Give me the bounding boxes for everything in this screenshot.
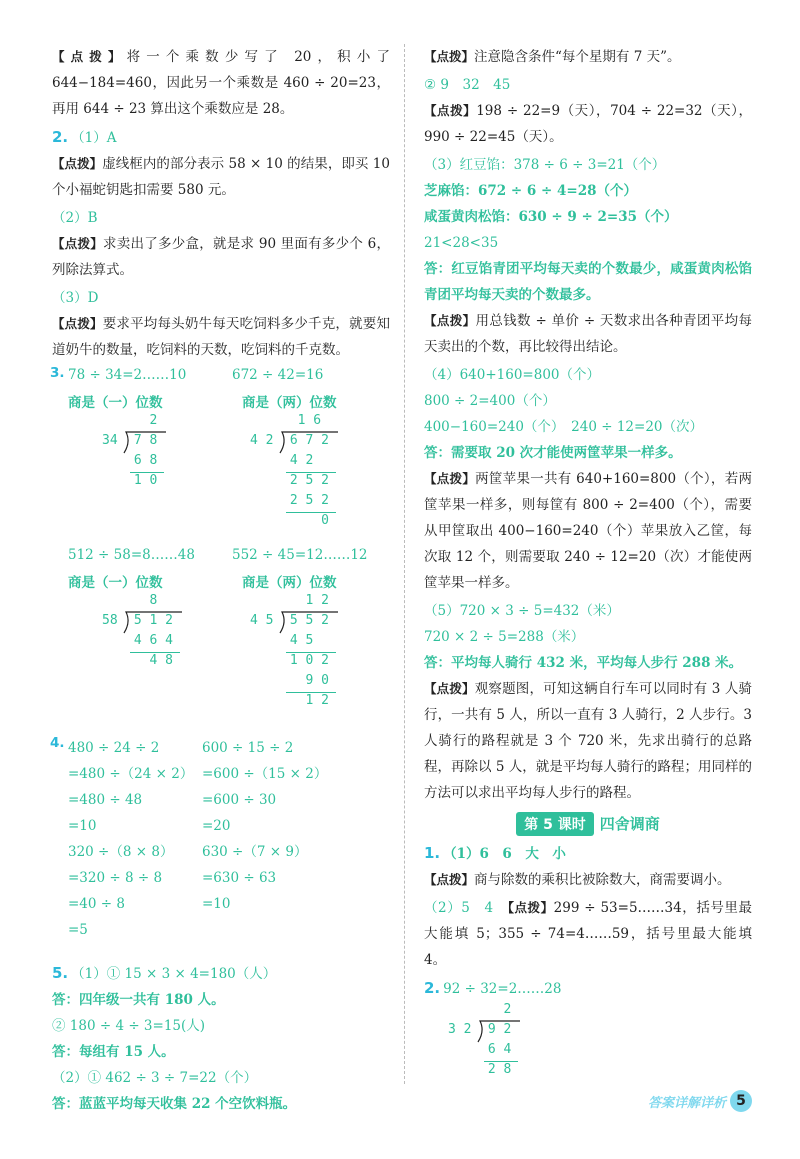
tip-paragraph: 【点拨】求卖出了多少盒，就是求 90 里面有多少个 6，列除法算式。 xyxy=(52,236,390,278)
tip-label: 【点拨】 xyxy=(52,49,127,64)
divisor: 3 2 xyxy=(448,1022,472,1037)
lesson-header xyxy=(424,812,752,836)
tip-paragraph: 【点拨】注意隐含条件“每个星期有 7 天”。 xyxy=(424,49,681,65)
page-number: 5 xyxy=(730,1090,752,1112)
calc-steps xyxy=(202,839,307,917)
answer-statement: 答：红豆馅青团平均每天卖的个数最少，咸蛋黄肉松馅青团平均每天卖的个数最多。 xyxy=(424,261,752,303)
calc-step: =10 xyxy=(202,896,231,912)
answer: （1）A xyxy=(71,130,117,146)
question-3 xyxy=(52,365,390,735)
calc-step: 320 ÷（8 × 8） xyxy=(68,844,174,860)
quotient: 1 6 xyxy=(282,413,322,428)
tip-paragraph: 【点拨】用总钱数 ÷ 单价 ÷ 天数求出各种青团平均每天卖出的个数，再比较得出结论。 xyxy=(424,313,752,355)
calc-step: 600 ÷ 15 ÷ 2 xyxy=(202,740,294,756)
calc-step: =10 xyxy=(68,818,97,834)
dividend: 5 1 2 xyxy=(126,613,173,628)
calc-step: =40 ÷ 8 xyxy=(68,896,125,912)
tip-paragraph: 【点拨】虚线框内的部分表示 58 × 10 的结果，即买 10 个小福蛇钥匙扣需要 580 元。 xyxy=(52,156,390,198)
division-step: 6 4 xyxy=(480,1042,512,1057)
division-step: 4 8 xyxy=(126,653,173,668)
right-column: 【点拨】注意隐含条件“每个星期有 7 天”。 ② 9 32 45 【点拨】198 ÷ 22=9（天），704 ÷ 22=32（天），990 ÷ 22=45（天）。 （3）红豆馅：378 ÷ 6 ÷ 3=21（个） 芝麻馅：672 ÷ 6 ÷ 4=28（个） 咸蛋黄肉松馅：630 ÷ 9 ÷ 2=35（个） 21<28<35 答：红豆馅青团平均每天卖的个数最少，咸蛋黄肉松馅青团平均每天卖的个数最多。 【点拨】用总钱数 ÷ 单价 ÷ 天数求出各种青团平均每天卖出的个数，再比较得出结论。 （4）640+160=800（个） 800 ÷ 2=400（个） 400−160=240（个） 240 ÷ 12=20（次） 答：需要取 20 次才能使两筐苹果一样多。 【点拨】两筐苹果一共有 640+160=800（个），若两筐苹果一样多，则每筐有 800 ÷ 2=400（个），需要从甲筐取出 400−160=240（个）苹果放入乙筐，每次取 12 个，则需要取 240 ÷ 12=20（次）才能使两筐苹果一样多。 （5）720 × 3 ÷ 5=432（米） 720 × 2 ÷ 5=288（米） 答：平均每人骑行 432 米，平均每人步行 288 米。 【点拨】观察题图，可知这辆自行车可以同时有 3 人骑行，一共有 5 人，所以一直有 3 人骑行，2 人步行。3 人骑行的路程就是 3 个 720 米，先求出骑行的总路程，再除以 5 人，就是平均每人骑行的路程；用同样的方法可以求出平均每人步行的路程。 第 5 课时 四舍调商 1. （1）6 6 大 小 【点拨】商与除数的乘积比被除数大，商需要调小。 （2）5 4 【点拨】299 ÷ 53=5……34，括号里最大能填 5；355 ÷ 74=4……59，括号里最大能填 4。 2. 92 ÷ 32=2……28 2 3 2 9 2 6 4 2 8 xyxy=(424,44,752,1086)
quotient-digits-note: 商是（一）位数 xyxy=(68,575,163,591)
dividend: 9 2 xyxy=(480,1022,512,1037)
division-step: 1 0 xyxy=(126,473,158,488)
answer: （2）B xyxy=(52,210,98,226)
dividend: 6 7 2 xyxy=(282,433,329,448)
tip-paragraph: （2）5 4 【点拨】299 ÷ 53=5……34，括号里最大能填 5；355 ÷ 74=4……59，括号里最大能填 4。 xyxy=(424,900,752,968)
division-step: 2 8 xyxy=(480,1062,512,1077)
quotient-digits-note: 商是（两）位数 xyxy=(242,575,337,591)
equation: 552 ÷ 45=12……12 xyxy=(232,547,368,563)
calc-step: 630 ÷（7 × 9） xyxy=(202,844,308,860)
calc-step: =480 ÷（24 × 2） xyxy=(68,766,194,782)
tip-paragraph: 【点拨】观察题图，可知这辆自行车可以同时有 3 人骑行，一共有 5 人，所以一直有 3 人骑行，2 人步行。3 人骑行的路程就是 3 个 720 米，先求出骑行的总路程，再除以 5 人，就是平均每人骑行的路程；用同样的方法可以求出平均每人步行的路程。 xyxy=(424,681,752,801)
question-number: 3. xyxy=(50,365,65,381)
dividend: 7 8 xyxy=(126,433,158,448)
division-step: 4 2 xyxy=(282,453,314,468)
question-number: 4. xyxy=(50,735,65,751)
divisor: 58 xyxy=(102,613,118,628)
long-division-wrap xyxy=(424,1002,752,1086)
division-step: 4 6 4 xyxy=(126,633,173,648)
quotient-digits-note: 商是（一）位数 xyxy=(68,395,163,411)
footer-text: 答案详解详析 xyxy=(647,1095,726,1111)
tip-paragraph: 【点拨】198 ÷ 22=9（天），704 ÷ 22=32（天），990 ÷ 22=45（天）。 xyxy=(424,103,752,145)
dividend: 5 5 2 xyxy=(282,613,329,628)
equation: 512 ÷ 58=8……48 xyxy=(68,547,195,563)
calc-step: =600 ÷ 30 xyxy=(202,792,277,808)
equation: 78 ÷ 34=2……10 xyxy=(68,367,187,383)
tip-paragraph: 【点拨】商与除数的乘积比被除数大，商需要调小。 xyxy=(424,872,731,888)
column-divider xyxy=(404,44,405,1084)
quotient: 8 xyxy=(126,593,158,608)
tip-paragraph: 【点拨】要求平均每头奶牛每天吃饲料多少千克，就要知道奶牛的数量，吃饲料的天数，吃饲料的千克数。 xyxy=(52,316,390,358)
left-column xyxy=(52,44,390,1117)
answer-statement: 答：需要取 20 次才能使两筐苹果一样多。 xyxy=(424,445,682,461)
division-step: 4 5 xyxy=(282,633,314,648)
lesson-badge: 第 5 课时 xyxy=(516,812,594,836)
answer: （3）D xyxy=(52,290,99,306)
division-step: 1 0 2 xyxy=(282,653,329,668)
question-number: 2. xyxy=(424,979,441,997)
division-step: 1 2 xyxy=(282,693,329,708)
calc-step: =20 xyxy=(202,818,231,834)
question-5: 5. （1）① 15 × 3 × 4=180（人） 答：四年级一共有 180 人。 ② 180 ÷ 4 ÷ 3=15(人) 答：每组有 15 人。 （2）① 462 ÷ 3 ÷ 7=22（个） 答：蓝蓝平均每天收集 22 个空饮料瓶。 xyxy=(52,960,390,1117)
calc-step: =630 ÷ 63 xyxy=(202,870,277,886)
question-2 xyxy=(52,124,390,363)
equation: 672 ÷ 42=16 xyxy=(232,367,324,383)
question-number: 1. xyxy=(424,844,441,862)
answer-statement: 答：每组有 15 人。 xyxy=(52,1044,175,1060)
question-4 xyxy=(52,735,390,960)
quotient: 2 xyxy=(126,413,158,428)
division-step: 2 5 2 xyxy=(282,493,329,508)
calc-step: 480 ÷ 24 ÷ 2 xyxy=(68,740,160,756)
tip-paragraph: 【点拨】将一个乘数少写了 20，积小了 644−184=460，因此另一个乘数是 460 ÷ 20=23，再用 644 ÷ 23 算出这个乘数应是 28。 xyxy=(52,49,390,117)
answer: ② 9 32 45 xyxy=(424,77,511,93)
division-step: 0 xyxy=(282,513,329,528)
calc-steps xyxy=(68,839,173,943)
tip-paragraph: 【点拨】两筐苹果一共有 640+160=800（个），若两筐苹果一样多，则每筐有 800 ÷ 2=400（个），需要从甲筐取出 400−160=240（个）苹果放入乙筐，每次取 12 个，则需要取 240 ÷ 12=20（次）才能使两筐苹果一样多。 xyxy=(424,471,752,591)
answer-statement: 答：平均每人骑行 432 米，平均每人步行 288 米。 xyxy=(424,655,743,671)
divisor: 4 5 xyxy=(250,613,274,628)
quotient: 2 xyxy=(480,1002,512,1017)
calc-step: =5 xyxy=(68,922,88,938)
answer-statement: 答：四年级一共有 180 人。 xyxy=(52,992,225,1008)
division-step: 9 0 xyxy=(282,673,329,688)
calc-step: =480 ÷ 48 xyxy=(68,792,143,808)
divisor: 34 xyxy=(102,433,118,448)
calc-step: =600 ÷（15 × 2） xyxy=(202,766,328,782)
answer-statement: 答：蓝蓝平均每天收集 22 个空饮料瓶。 xyxy=(52,1096,297,1112)
calc-step: =320 ÷ 8 ÷ 8 xyxy=(68,870,163,886)
divisor: 4 2 xyxy=(250,433,274,448)
page-footer xyxy=(648,1090,752,1112)
lesson-title: 四舍调商 xyxy=(599,815,660,833)
question-number: 5. xyxy=(52,964,69,982)
calc-steps xyxy=(68,735,193,839)
division-step: 6 8 xyxy=(126,453,158,468)
division-step: 2 5 2 xyxy=(282,473,329,488)
question-number: 2. xyxy=(52,128,69,146)
calc-steps xyxy=(202,735,327,839)
quotient-digits-note: 商是（两）位数 xyxy=(242,395,337,411)
quotient: 1 2 xyxy=(282,593,329,608)
